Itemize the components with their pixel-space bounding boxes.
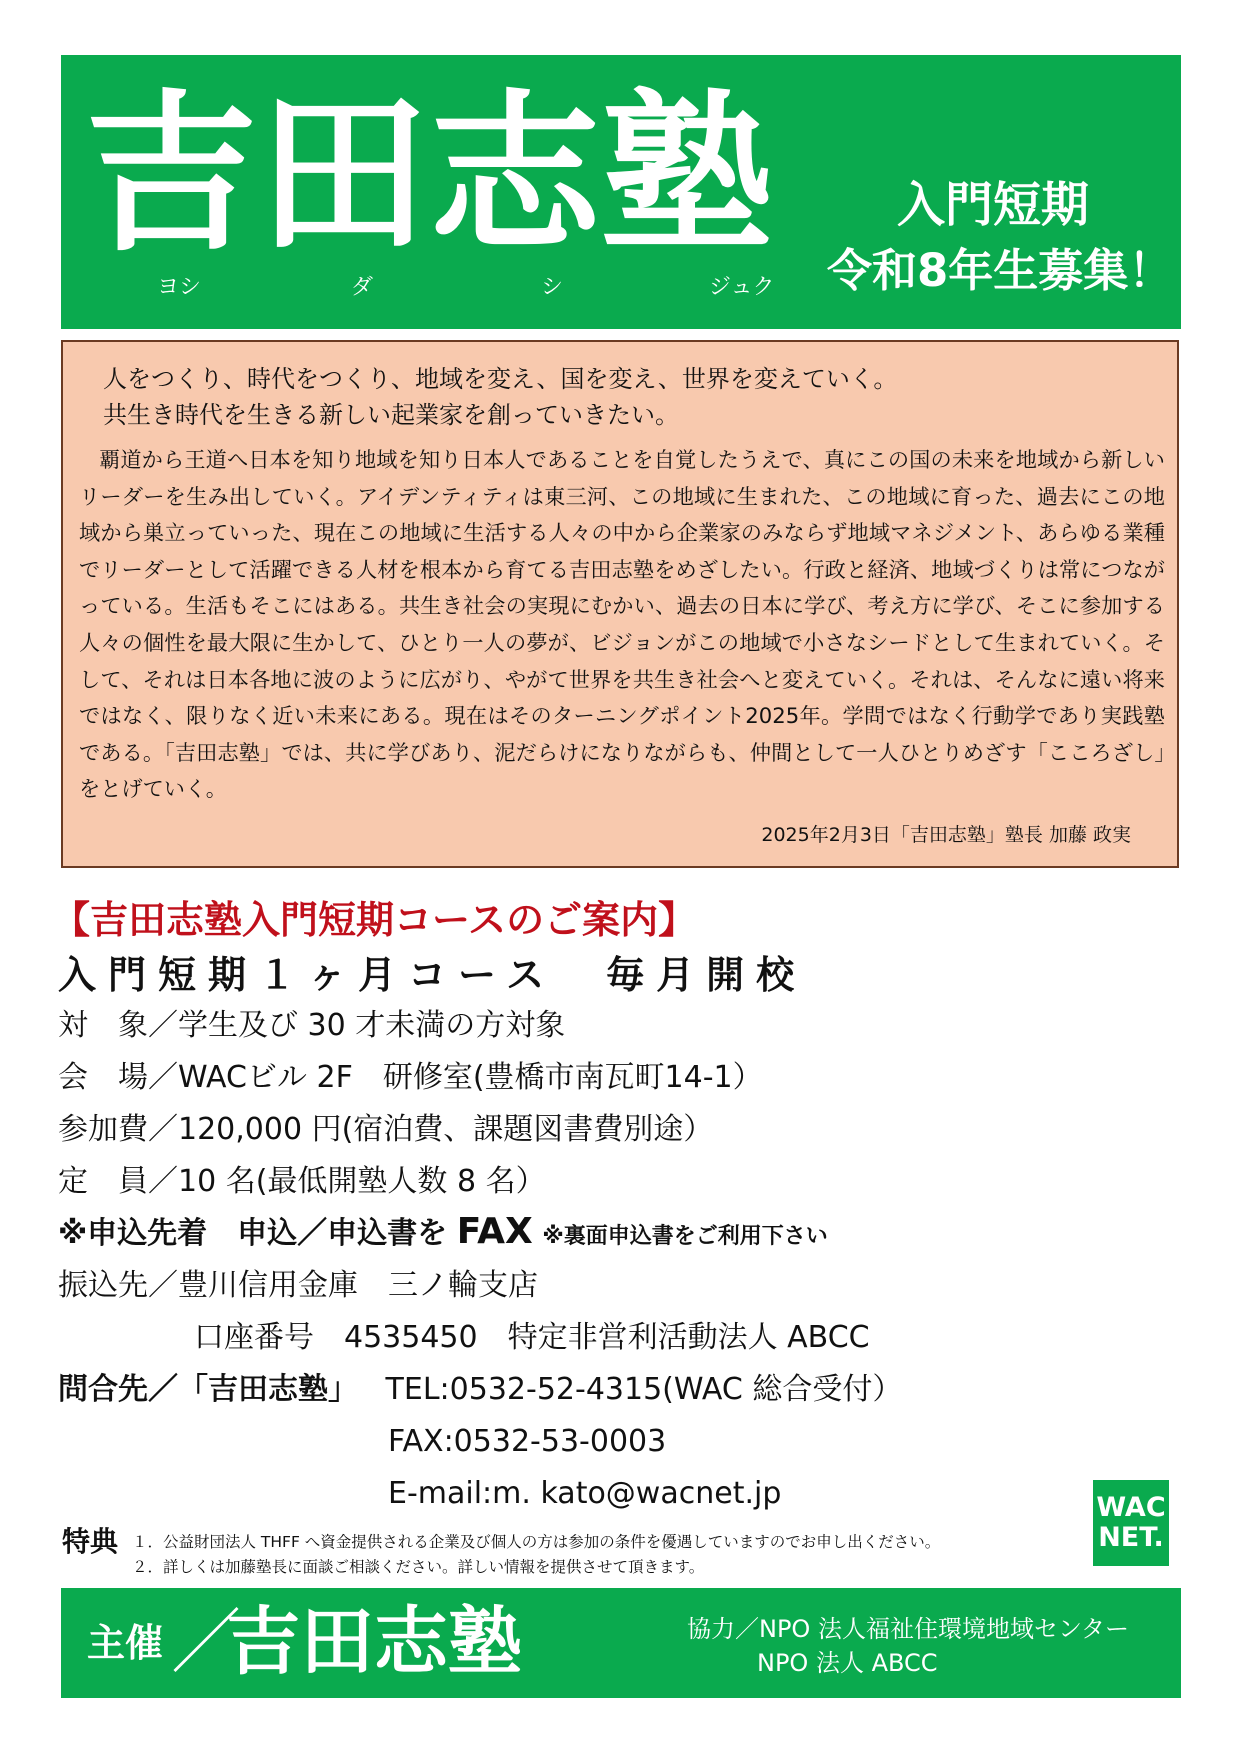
host-name: 吉田志塾 [226,1599,522,1685]
contact-row [58,1368,902,1412]
subtitle-recruitment: 令和8年生募集！ [827,244,1174,297]
course-capacity: 定 員／10 名(最低開塾人数 8 名） [58,1164,546,1199]
wacnet-logo [1093,1480,1169,1566]
ruby-yoshi: ヨシ [157,275,202,300]
footer-banner [61,1588,1181,1698]
apply-fax: FAX [456,1211,533,1252]
logo-line-2: NET. [1098,1522,1164,1553]
contact-fax: FAX:0532-53-0003 [388,1424,667,1459]
benefits-label: 特典 [62,1525,119,1558]
apply-label: ※申込先着 申込／申込書を [58,1216,448,1251]
account-number: 口座番号 4535450 特定非営利活動法人 ABCC [194,1320,870,1355]
cooperation-2: NPO 法人 ABCC [757,1649,938,1677]
host-slash: ／ [171,1601,241,1683]
contact-tel: TEL:0532-52-4315(WAC 総合受付） [385,1372,903,1407]
benefit-item-1: １．公益財団法人 THFF へ資金提供される企業及び個人の方は参加の条件を優遇していますのでお申し出ください。 [132,1533,941,1551]
course-apply [58,1210,828,1259]
ruby-shi: シ [541,275,564,300]
main-title: 吉田志塾 [85,74,773,275]
apply-note: ※裏面申込書をご利用下さい [542,1224,828,1249]
course-heading: 【吉田志塾入門短期コースのご案内】 [52,898,697,942]
message-signature: 2025年2月3日「吉田志塾」塾長 加藤 政実 [761,824,1131,846]
ruby-juku: ジュク [709,275,775,300]
course-venue: 会 場／WACビル 2F 研修室(豊橋市南瓦町14-1） [58,1060,763,1095]
subtitle-short-course: 入門短期 [897,177,1090,233]
contact-email[interactable]: E-mail:m. kato@wacnet.jp [388,1476,782,1511]
course-target: 対 象／学生及び 30 才未満の方対象 [58,1008,566,1043]
host-label: 主催 [87,1621,164,1665]
cooperation-1: 協力／NPO 法人福祉住環境地域センター [687,1615,1129,1643]
message-lead-1: 人をつくり、時代をつくり、地域を変え、国を変え、世界を変えていく。 [103,365,898,393]
ruby-da: ダ [351,275,374,300]
founder-message-box [61,340,1179,868]
course-subheading: 入門短期１ヶ月コース 毎月開校 [58,953,807,997]
bank-info: 振込先／豊川信用金庫 三ノ輪支店 [58,1268,538,1303]
message-body: 覇道から王道へ日本を知り地域を知り日本人であることを自覚したうえで、真にこの国の未来を地域から新しいリーダーを生み出していく。アイデンティティは東三河、この地域に生まれた、この地域に育った、過去にこの地域から巣立っていった、現在この地域に生活する人々の中から企業家のみならず地域マネジメント、あらゆる業種でリーダーとして活躍できる人材を根本から育てる吉田志塾をめざしたい。行政と経済、地域づくりは常につながっている。生活もそこにはある。共生き社会の実現にむかい、過去の日本に学び、考え方に学び、そこに参加する人々の個性を最大限に生かして、ひとり一人の夢が、ビジョンがこの地域で小さなシードとして生まれていく。そして、それは日本各地に波のように広がり、やがて世界を共生き社会へと変えていく。それは、そんなに遠い将来ではなく、限りなく近い未来にある。現在はそのターニングポイント2025年。学問ではなく行動学であり実践塾である。「吉田志塾」では、共に学びあり、泥だらけになりながらも、仲間として一人ひとりめざす「こころざし」をとげていく。 [79,447,1165,802]
contact-label: 問合先／「吉田志塾」 [58,1372,358,1407]
course-fee: 参加費／120,000 円(宿泊費、課題図書費別途） [58,1112,714,1147]
message-lead-2: 共生き時代を生きる新しい起業家を創っていきたい。 [103,401,679,429]
benefit-item-2: ２．詳しくは加藤塾長に面談ご相談ください。詳しい情報を提供させて頂きます。 [132,1558,705,1576]
title-banner [61,55,1181,329]
logo-line-1: WAC [1096,1492,1166,1523]
